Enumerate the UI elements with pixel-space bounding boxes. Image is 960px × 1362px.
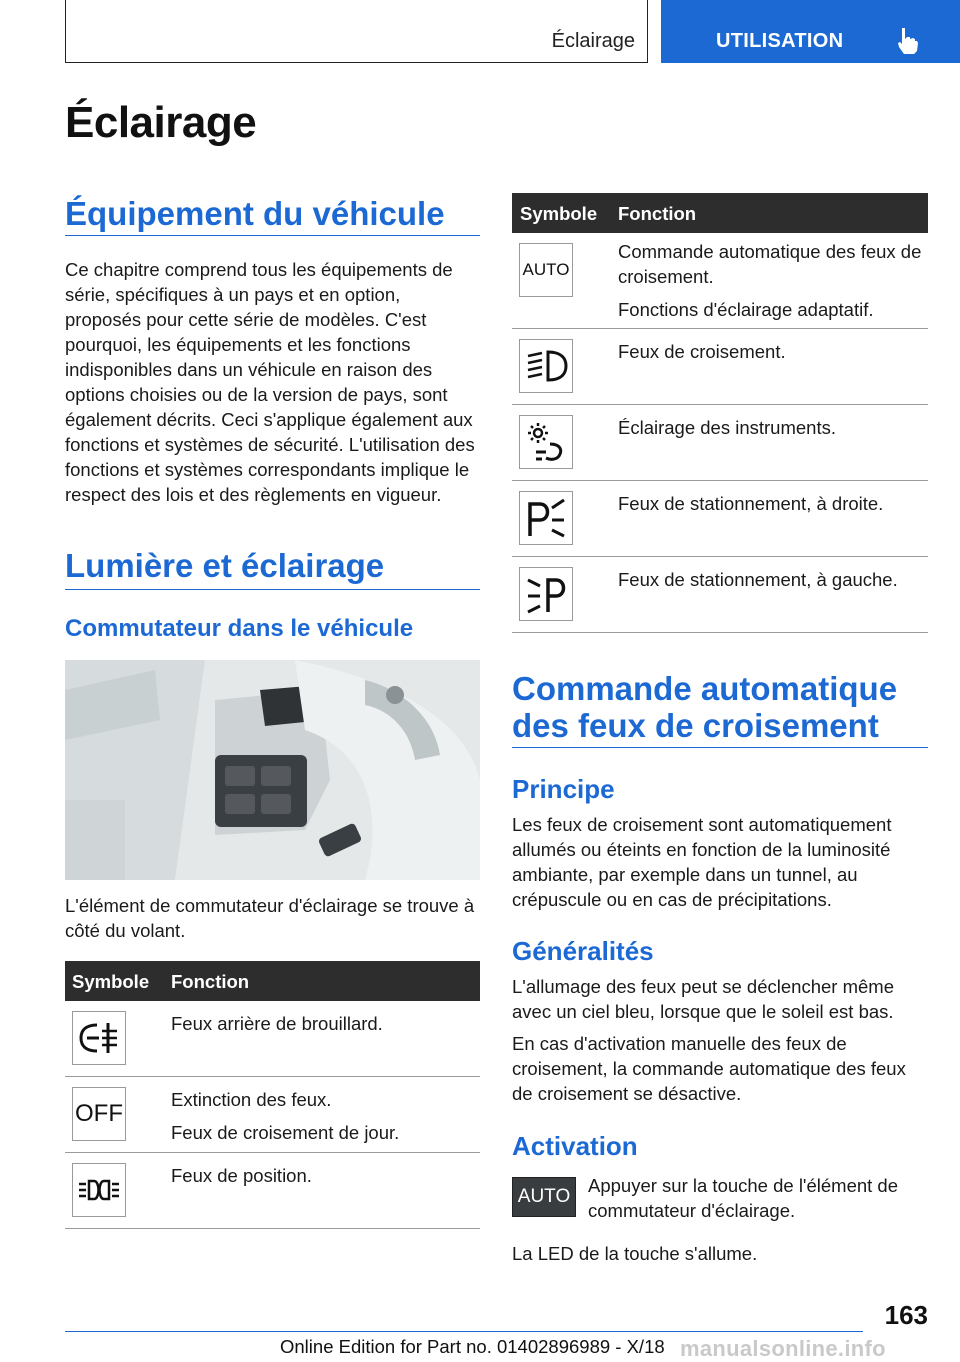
off-icon: OFF — [72, 1087, 126, 1141]
general-paragraph-2: En cas d'activation manuelle des feux de croisement, la commande automatique des feux de croisement se désactive. — [512, 1033, 906, 1104]
parking-light-left-icon — [519, 567, 573, 621]
function-text: Feux de stationnement, à droite. — [618, 493, 884, 514]
equipment-heading: Équipement du véhicule — [65, 195, 445, 232]
function-text: Feux arrière de brouillard. — [171, 1013, 383, 1034]
watermark: manualsonline.info — [680, 1336, 886, 1361]
function-text: Feux de position. — [171, 1165, 312, 1186]
symbol-column-header: Symbole — [520, 203, 598, 224]
function-column-header: Fonction — [171, 971, 250, 992]
header-chapter-tab[interactable] — [661, 0, 960, 63]
table-row — [65, 1077, 480, 1153]
principle-heading: Principe — [512, 774, 615, 804]
function-text: Feux de croisement de jour. — [171, 1122, 400, 1143]
function-text: Fonctions d'éclairage adaptatif. — [618, 299, 874, 320]
auto-control-heading-line1: Commande automatique — [512, 670, 898, 707]
header-chapter-label: UTILISATION — [716, 30, 844, 52]
symbol-table-left — [65, 961, 480, 1229]
general-heading: Généralités — [512, 936, 654, 966]
symbol-table-right — [512, 193, 928, 633]
switch-subheading: Commutateur dans le véhicule — [65, 615, 414, 642]
table-row — [65, 1153, 480, 1229]
switch-caption: L'élément de commutateur d'éclairage se trouve à côté du volant. — [65, 895, 475, 941]
section-divider — [65, 589, 480, 590]
parking-light-right-icon — [519, 491, 573, 545]
footer-divider — [65, 1331, 863, 1332]
light-switch-photo — [65, 660, 480, 880]
auto-key-icon: AUTO — [512, 1177, 576, 1217]
auto-control-heading-line2: des feux de croisement — [512, 707, 879, 744]
activation-heading: Activation — [512, 1131, 638, 1161]
function-text: Feux de croisement. — [618, 341, 786, 362]
function-text: Extinction des feux. — [171, 1089, 332, 1110]
table-header — [512, 193, 928, 233]
led-paragraph: La LED de la touche s'allume. — [512, 1243, 758, 1264]
pointing-hand-icon — [895, 26, 921, 54]
activation-paragraph: Appuyer sur la touche de l'élément de commutateur d'éclairage. — [588, 1175, 899, 1221]
function-text: Commande automatique des feux de croisement. — [618, 241, 922, 287]
header-section-box — [65, 0, 648, 63]
table-header — [65, 961, 480, 1001]
principle-paragraph: Les feux de croisement sont automatiquement allumés ou éteints en fonction de la luminosité ambiante, par exemple dans un tunnel, au crépuscule ou en cas de précipitations. — [512, 814, 892, 910]
lighting-heading: Lumière et éclairage — [65, 547, 385, 584]
table-row — [512, 329, 928, 405]
equipment-paragraph: Ce chapitre comprend tous les équipements de série, spécifiques à un pays et en option, proposés pour cette série de modèles. C'est pourquoi, les équipements et les fonctions indisponibles dans un véhicule en raison des options choisies ou de la version de pays, sont également décrits. Ceci s'applique également aux fonctions et systèmes de sécurité. L'utilisation des fonctions et systèmes correspondants implique le respect des lois et des règlements en vigueur. — [65, 259, 475, 505]
general-paragraph-1: L'allumage des feux peut se déclencher même avec un ciel bleu, lorsque que le soleil est bas. — [512, 976, 894, 1022]
table-row — [512, 557, 928, 633]
position-lights-icon — [72, 1163, 126, 1217]
table-row — [512, 233, 928, 329]
table-row — [65, 1001, 480, 1077]
rear-fog-light-icon — [72, 1011, 126, 1065]
low-beam-icon — [519, 339, 573, 393]
header-section-label: Éclairage — [551, 30, 635, 52]
function-column-header: Fonction — [618, 203, 697, 224]
section-divider — [512, 747, 928, 748]
table-row — [512, 481, 928, 557]
symbol-column-header: Symbole — [72, 971, 150, 992]
page-title: Éclairage — [65, 98, 257, 147]
function-text: Feux de stationnement, à gauche. — [618, 569, 898, 590]
instrument-lighting-icon — [519, 415, 573, 469]
function-text: Éclairage des instruments. — [618, 417, 836, 438]
section-divider — [65, 235, 480, 236]
page-number: 163 — [884, 1300, 928, 1330]
table-row — [512, 405, 928, 481]
auto-control-heading — [512, 670, 897, 744]
edition-text: Online Edition for Part no. 01402896989 - X/18 — [280, 1336, 665, 1357]
auto-icon: AUTO — [519, 243, 573, 297]
